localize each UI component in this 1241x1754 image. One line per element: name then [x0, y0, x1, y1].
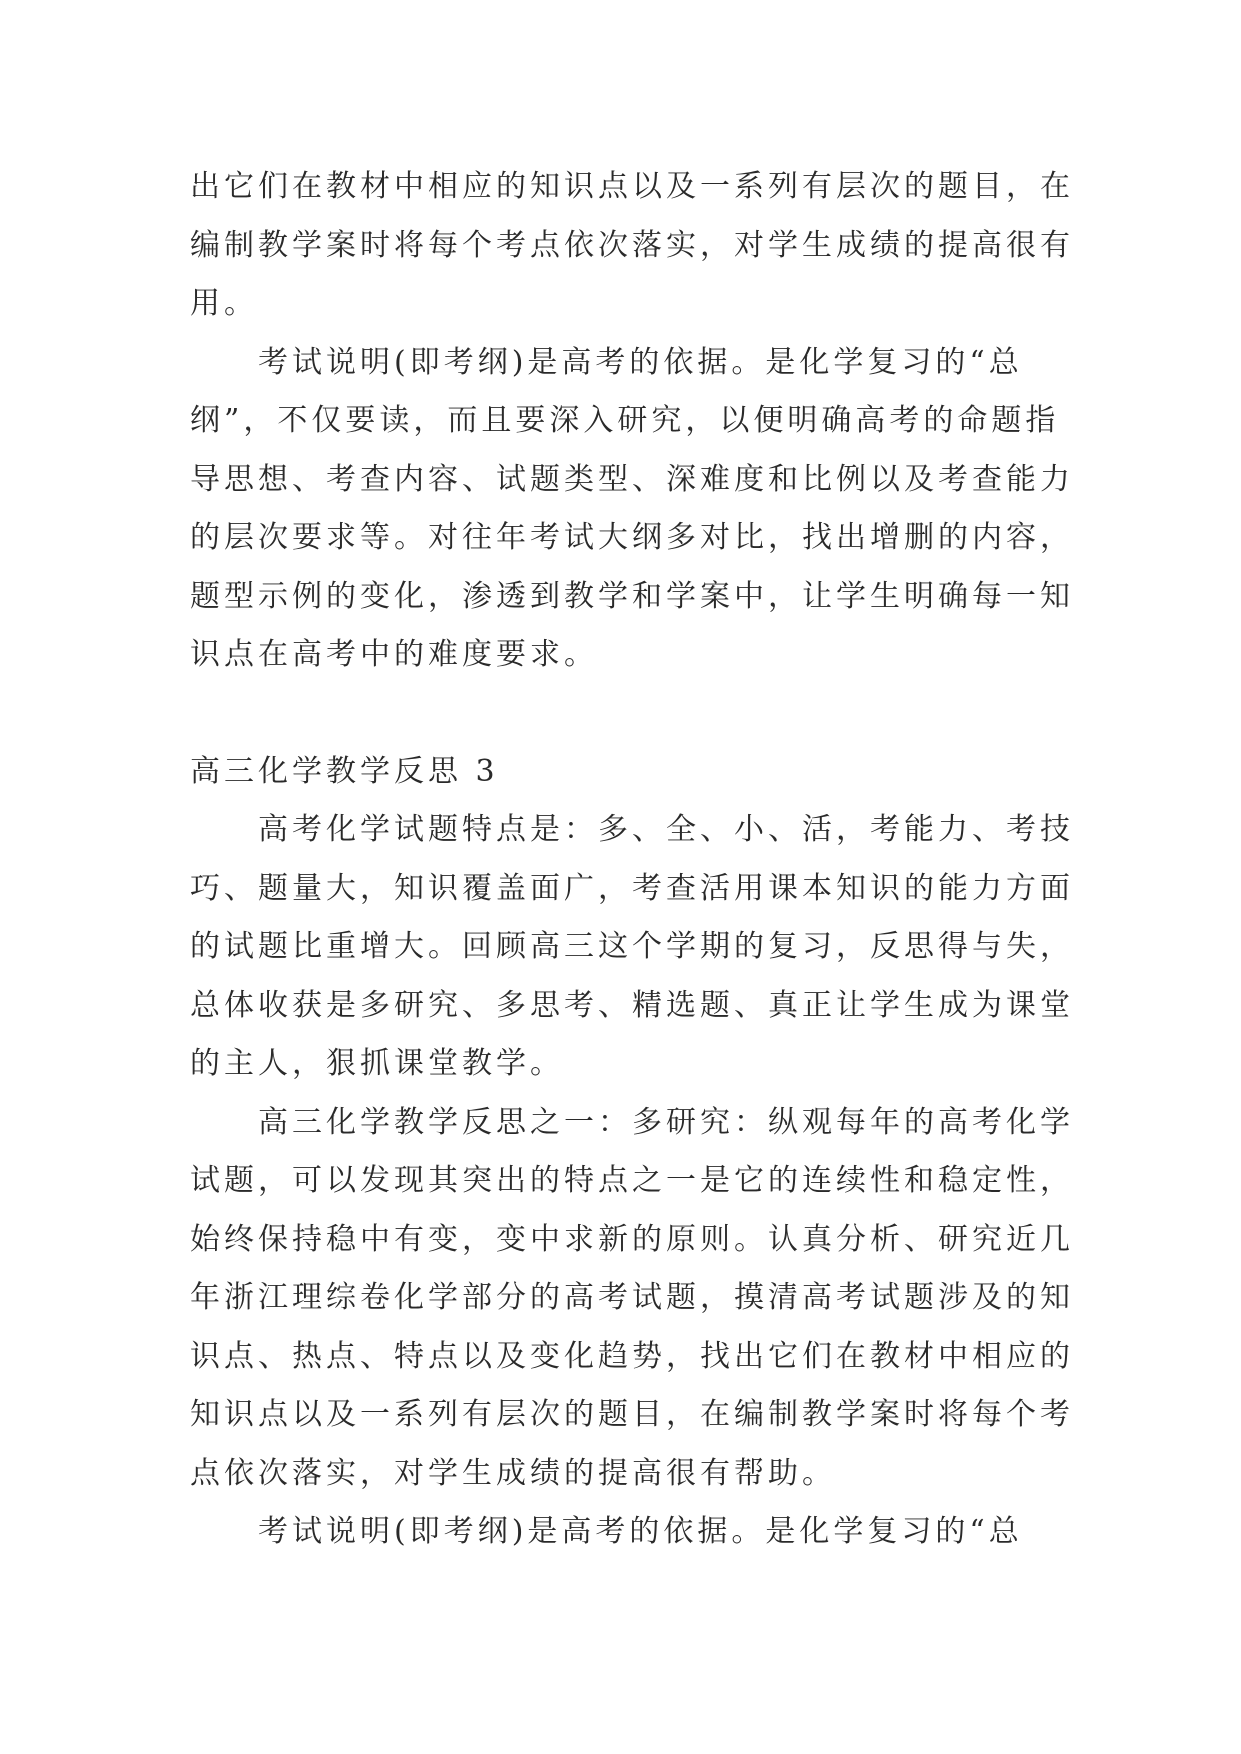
text-line: 总体收获是多研究、多思考、精选题、真正让学生成为课堂: [190, 987, 1074, 1023]
text-line: 巧、题量大，知识覆盖面广，考查活用课本知识的能力方面: [190, 870, 1074, 906]
text-line: 的层次要求等。对往年考试大纲多对比，找出增删的内容，: [190, 520, 1074, 555]
paragraph-exam-outline: [190, 334, 1074, 685]
text-line: 知识点以及一系列有层次的题目，在编制教学案时将每个考: [190, 1397, 1074, 1432]
text-line: 试题，可以发现其突出的特点之一是它的连续性和稳定性，: [190, 1163, 1074, 1198]
text-line: 出它们在教材中相应的知识点以及一系列有层次的题目，在: [190, 169, 1074, 204]
text-line: 识点、热点、特点以及变化趋势，找出它们在教材中相应的: [190, 1338, 1074, 1374]
text-line: 高考化学试题特点是：多、全、小、活，考能力、考技: [258, 812, 1074, 847]
text-line: 识点在高考中的难度要求。: [190, 637, 598, 672]
text-line: 用。: [190, 286, 258, 321]
text-line: 年浙江理综卷化学部分的高考试题，摸清高考试题涉及的知: [190, 1280, 1074, 1315]
document-body: [190, 158, 1074, 1562]
section-heading: 高三化学教学反思 3: [190, 753, 499, 789]
text-line: 纲”，不仅要读，而且要深入研究，以便明确高考的命题指: [190, 403, 1060, 438]
paragraph-exam-outline-repeat: [190, 1503, 1060, 1562]
text-line: 点依次落实，对学生成绩的提高很有帮助。: [190, 1455, 836, 1491]
text-line: 导思想、考查内容、试题类型、深难度和比例以及考查能力: [190, 461, 1074, 497]
text-line: 的主人，狠抓课堂教学。: [190, 1046, 564, 1081]
text-line: 考试说明(即考纲)是高考的依据。是化学复习的“总: [258, 344, 1023, 380]
paragraph-continuation: [190, 158, 1074, 334]
paragraph-features: [190, 801, 1074, 1094]
text-line: 的试题比重增大。回顾高三这个学期的复习，反思得与失，: [190, 929, 1074, 964]
text-line: 题型示例的变化，渗透到教学和学案中，让学生明确每一知: [190, 578, 1074, 614]
text-line: 编制教学案时将每个考点依次落实，对学生成绩的提高很有: [190, 227, 1074, 263]
text-line: 考试说明(即考纲)是高考的依据。是化学复习的“总: [258, 1514, 1023, 1549]
text-line: 始终保持稳中有变，变中求新的原则。认真分析、研究近几: [190, 1221, 1074, 1257]
text-line: 高三化学教学反思之一：多研究：纵观每年的高考化学: [258, 1104, 1074, 1140]
paragraph-reflection-1: [190, 1094, 1074, 1504]
